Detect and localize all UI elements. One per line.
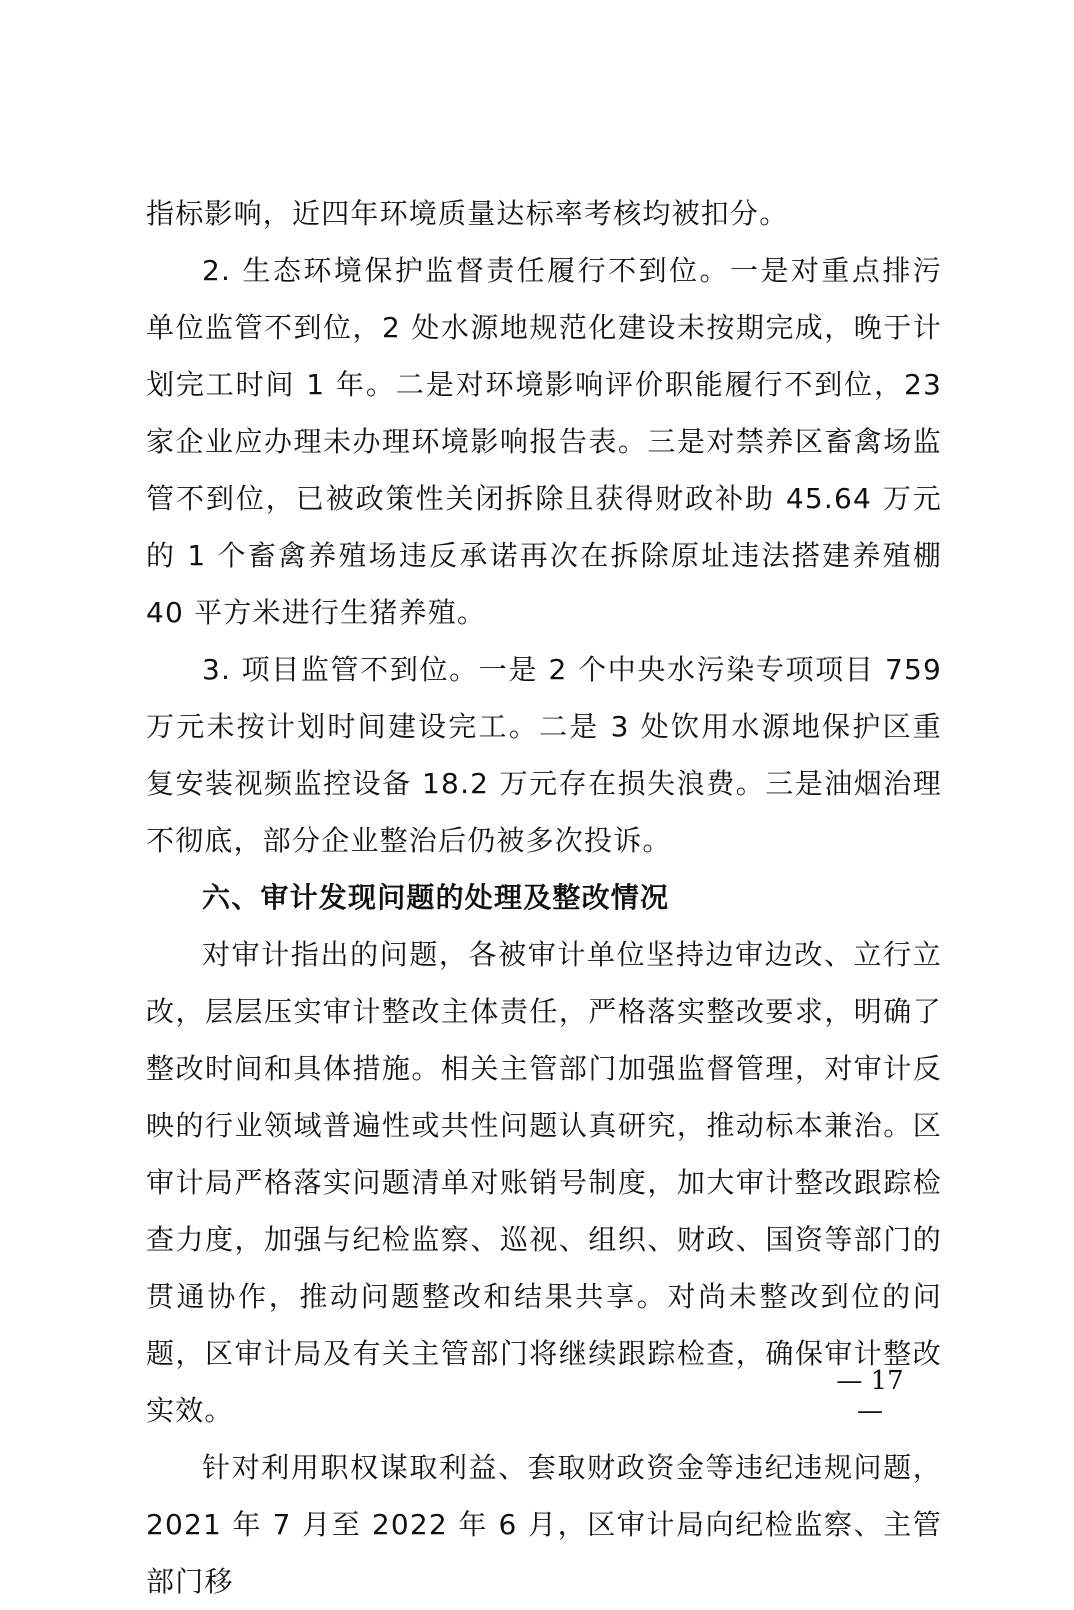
paragraph-item-2: 2. 生态环境保护监督责任履行不到位。一是对重点排污单位监管不到位，2 处水源地规范化建设未按期完成，晚于计划完工时间 1 年。二是对环境影响评价职能履行不到位，23 家企业应办理未办理环境影响报告表。三是对禁养区畜禽场监管不到位，已被政策性关闭拆除且获得财政补助 45.64 万元的 1 个畜禽养殖场违反承诺再次在拆除原址违法搭建养殖棚 40 平方米进行生猪养殖。 xyxy=(146,254,942,629)
paragraph-rectification: 对审计指出的问题，各被审计单位坚持边审边改、立行立改，层层压实审计整改主体责任，严格落实整改要求，明确了整改时间和具体措施。相关主管部门加强监督管理，对审计反映的行业领域普遍性或共性问题认真研究，推动标本兼治。区审计局严格落实问题清单对账销号制度，加大审计整改跟踪检查力度，加强与纪检监察、巡视、组织、财政、国资等部门的贯通协作，推动问题整改和结果共享。对尚未整改到位的问题，区审计局及有关主管部门将继续跟踪检查，确保审计整改实效。 xyxy=(146,938,942,1427)
page-number: — 17 — xyxy=(836,1366,904,1426)
section-heading: 六、审计发现问题的处理及整改情况 xyxy=(202,881,670,914)
paragraph-transfer: 针对利用职权谋取利益、套取财政资金等违纪违规问题，2021 年 7 月至 2022 年 6 月，区审计局向纪检监察、主管部门移 xyxy=(146,1451,942,1598)
paragraph-continued: 指标影响，近四年环境质量达标率考核均被扣分。 xyxy=(146,197,789,230)
paragraph-item-3: 3. 项目监管不到位。一是 2 个中央水污染专项项目 759 万元未按计划时间建设完工。二是 3 处饮用水源地保护区重复安装视频监控设备 18.2 万元存在损失浪费。三是油烟治理不彻底，部分企业整治后仍被多次投诉。 xyxy=(146,653,942,857)
